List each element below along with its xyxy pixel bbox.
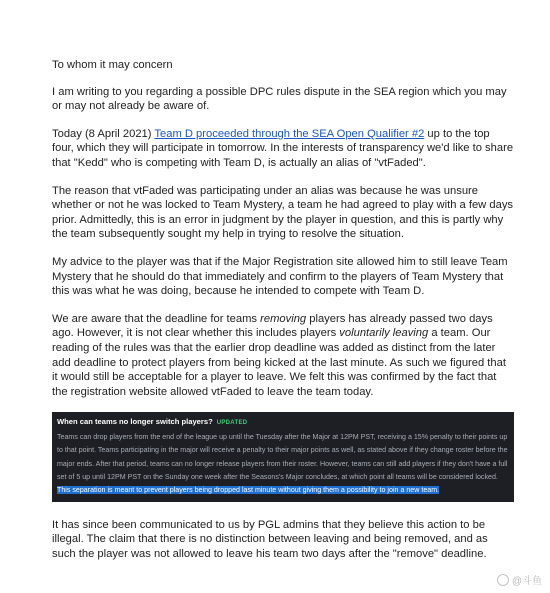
rules-heading-row	[57, 415, 509, 430]
p5-part-b: players has already passed two days ago. However, it is not clear whether this includes players	[52, 312, 493, 340]
paragraph-deadline	[52, 312, 514, 400]
paragraph-alias-reason: The reason that vtFaded was participating under an alias was because he was unsure whether or not he was locked to Team Mystery, a team he had agreed to play with a few days prior. Admittedly, this is an error in judgment by the player in question, and this is partly why the team subsequently sought my help in trying to resolve the situation.	[52, 184, 514, 241]
p2-after: up to the top four, which they will participate in tomorrow. In the interests of transparency we'd like to share that "Kedd" who is competing with Team D, is actually an alias of "vtFaded".	[52, 127, 514, 169]
p5-part-c: a team. Our reading of the rules was that the earlier drop deadline was added as distinct from the later add deadline to protect players from being kicked at the last minute. As such we figured that it would still be acceptable for a player to leave. We felt this was confirmed by the fact that the registration website allowed vtFaded to leave the team today.	[52, 327, 506, 398]
paragraph-advice: My advice to the player was that if the Major Registration site allowed him to still leave Team Mystery that he should do that immediately and confirm to the players of Team Mystery that this was what he was doing, because he intended to compete with Team D.	[52, 255, 508, 298]
p5-emphasis-leaving: voluntarily leaving	[339, 327, 429, 340]
watermark-text: @斗鱼	[511, 576, 542, 587]
rules-body: Teams can drop players from the end of the league up until the Tuesday after the Major at 12PM PST, receiving a 15% penalty to their points up to that point. Teams participating in the major will receive a penalty to their major points as well, as stated above if they change roster before the major ends. After that period, teams can no longer release players from their roster. However, teams can still add players if they don't have a full set of 5 up until 12PM PST on the Sunday one week after the Seasons's Major concludes, at which point all teams will be considered locked.	[57, 432, 508, 481]
rules-highlighted-sentence: This separation is meant to prevent players being dropped last minute without giving them a possibility to join a new team.	[57, 486, 440, 495]
paragraph-team-d	[52, 127, 514, 171]
p5-emphasis-removing: removing	[260, 312, 307, 325]
letter-body	[52, 58, 514, 575]
watermark	[497, 572, 542, 587]
p5-part-a: We are aware that the deadline for teams	[52, 312, 261, 325]
paragraph-pgl-claim: It has since been communicated to us by PGL admins that they believe this action to be illegal. The claim that there is no distinction between leaving and being removed, and as such the player was not allowed to leave his team two days after the "remove" deadline.	[52, 518, 488, 560]
rules-text	[57, 431, 509, 498]
salutation: To whom it may concern	[52, 59, 173, 71]
qualifier-link[interactable]: Team D proceeded through the SEA Open Qualifier #2	[154, 127, 425, 140]
rules-screenshot	[52, 412, 514, 501]
rules-heading: When can teams no longer switch players?	[57, 417, 213, 427]
p2-before: Today (8 April 2021)	[52, 127, 155, 140]
paragraph-intro: I am writing to you regarding a possible DPC rules dispute in the SEA region which you may or may not already be aware of.	[52, 85, 507, 113]
updated-badge: UPDATED	[216, 420, 248, 427]
weibo-logo-icon	[497, 574, 509, 586]
